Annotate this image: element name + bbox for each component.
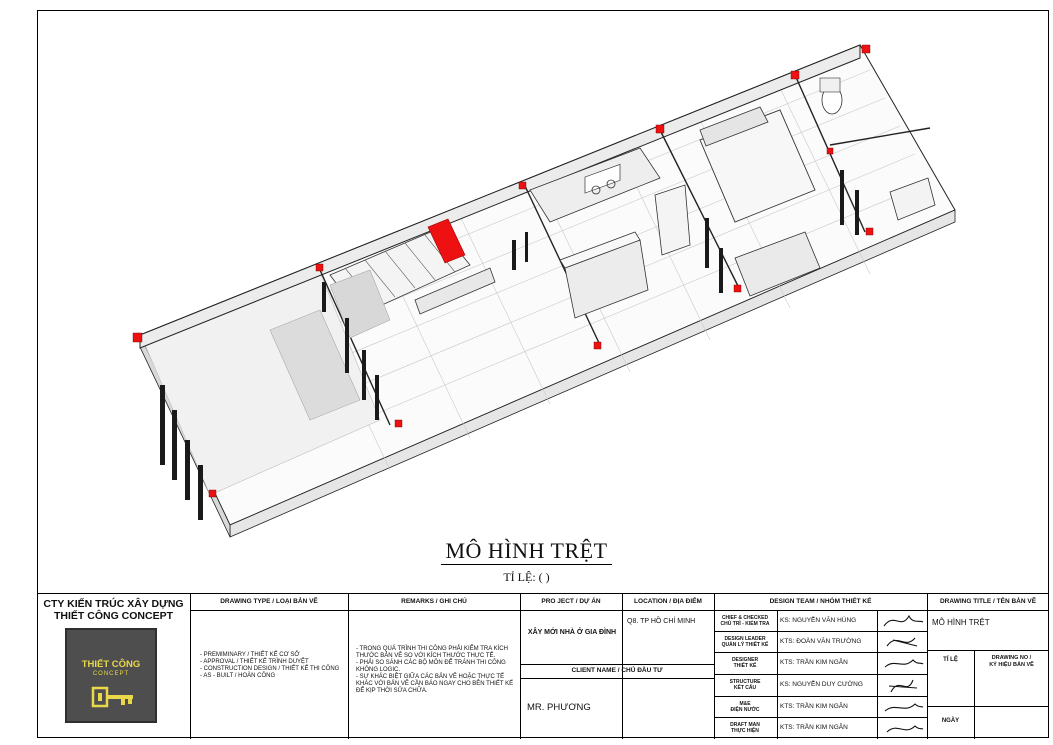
remarks-header: REMARKS / GHI CHÚ	[401, 598, 467, 605]
project-value: XÂY MỚI NHÀ Ở GIA ĐÌNH	[527, 629, 617, 636]
signature-marks	[879, 610, 925, 739]
scale-label: TỈ LỆ	[943, 657, 958, 663]
drawing-type-list: - PREMIMINARY / THIẾT KẾ CƠ SỞ - APPROVAL / THIẾT KẾ TRÌNH DUYỆT - CONSTRUCTION DESIGN / THIẾT KẾ THI CÔNG - AS - BUILT / HOÀN CÔNG	[200, 652, 340, 679]
view-scale: TỈ LỆ: ( )	[503, 570, 550, 584]
company-name: CTY KIẾN TRÚC XÂY DỰNG THIẾT CÔNG CONCEPT	[43, 598, 184, 622]
drawing-type-header: DRAWING TYPE / LOẠI BẢN VẼ	[220, 598, 318, 605]
view-title: MÔ HÌNH TRỆT	[0, 538, 1053, 565]
design-team-header: DESIGN TEAM / NHÓM THIẾT KẾ	[769, 598, 872, 605]
team-row: STRUCTURE KẾT CẤU KS: NGUYỄN DUY CƯỜNG	[714, 674, 927, 697]
team-row: DESIGNER THIẾT KẾ KTS: TRẦN KIM NGÂN	[714, 652, 927, 675]
drawing-title-header: DRAWING TITLE / TÊN BẢN VẼ	[939, 598, 1037, 605]
location-value: Q8. TP HỒ CHÍ MINH	[627, 618, 696, 625]
team-row: DESIGN LEADER QUẢN LÝ THIẾT KẾ KTS: ĐOÀN VĂN TRƯỜNG	[714, 631, 927, 653]
date-label: NGÀY	[941, 718, 960, 724]
company-logo: THIẾT CÔNG CONCEPT	[65, 628, 157, 723]
team-row: M&E ĐIỆN NƯỚC KTS: TRẦN KIM NGÂN	[714, 696, 927, 718]
team-row: CHIEF & CHECKED CHỦ TRÌ - KIỂM TRA KS: NGUYỄN VĂN HÙNG	[714, 610, 927, 632]
remarks-list: - TRONG QUÁ TRÌNH THI CÔNG PHẢI KIỂM TRA KÍCH THƯỚC BẢN VẼ SO VỚI KÍCH THƯỚC THỰC TẾ. - PHẢI SO SÁNH CÁC BỘ MÔN ĐỂ TRÁNH THI CÔNG KHÔNG LOGIC. - SỰ KHÁC BIỆT GIỮA CÁC BẢN VẼ HOẶC THỰC TẾ KHÁC VỚI BẢN VẼ CẦN BÁO NGAY CHO BÊN THIẾT KẾ ĐỂ KỊP THỜI SỬA CHỮA.	[356, 646, 514, 694]
location-header: LOCATION / ĐỊA ĐIỂM	[634, 598, 702, 605]
floor-model-drawing	[38, 11, 1048, 593]
key-icon	[91, 685, 135, 711]
team-row: DRAFT MAN THỰC HIỆN KTS: TRẦN KIM NGÂN	[730, 722, 848, 734]
design-team-list	[714, 610, 927, 739]
client-value: MR. PHƯƠNG	[527, 702, 591, 713]
drawing-title-value: MÔ HÌNH TRỆT	[932, 618, 990, 627]
client-header: CLIENT NAME / CHỦ ĐẦU TƯ	[571, 667, 663, 674]
title-block	[37, 593, 1049, 739]
project-header: PRO JECT / DỰ ÁN	[541, 598, 601, 605]
drawing-no-label: DRAWING NO / KÝ HIỆU BẢN VẼ	[989, 655, 1034, 668]
